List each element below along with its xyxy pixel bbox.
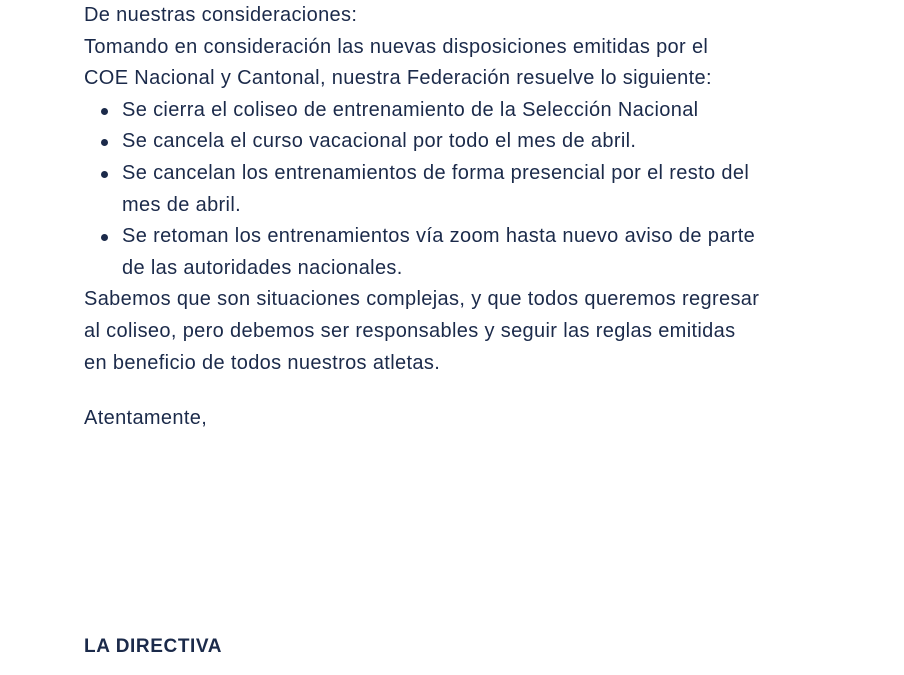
list-item — [84, 95, 874, 127]
bullet-icon — [101, 234, 108, 241]
list-item-line: Se cierra el coliseo de entrenamiento de la Selección Nacional — [122, 98, 699, 121]
closing-paragraph-line-1: Sabemos que son situaciones complejas, y que todos queremos regresar — [84, 288, 760, 311]
bullet-icon — [101, 139, 108, 146]
bullet-icon — [101, 171, 108, 178]
opening-line: De nuestras consideraciones: — [84, 4, 358, 26]
list-item — [84, 126, 874, 158]
list-item-line: Se retoman los entrenamientos vía zoom hasta nuevo aviso de parte — [122, 225, 756, 248]
letter-body — [84, 0, 874, 379]
closing-paragraph-line-2: al coliseo, pero debemos ser responsables y seguir las reglas emitidas — [84, 319, 736, 342]
measures-list — [84, 95, 874, 285]
list-item — [84, 158, 874, 221]
sign-off: Atentamente, — [84, 407, 208, 429]
bullet-icon — [101, 108, 108, 115]
signature: LA DIRECTIVA — [84, 636, 223, 657]
list-item — [84, 221, 874, 284]
closing-paragraph-line-3: en beneficio de todos nuestros atletas. — [84, 351, 441, 374]
list-item-line-continued: mes de abril. — [122, 193, 242, 216]
list-item-line: Se cancela el curso vacacional por todo el mes de abril. — [122, 130, 637, 153]
intro-line-1: Tomando en consideración las nuevas disposiciones emitidas por el — [84, 35, 709, 58]
list-item-line: Se cancelan los entrenamientos de forma presencial por el resto del — [122, 161, 750, 184]
list-item-line-continued: de las autoridades nacionales. — [122, 256, 403, 279]
intro-line-2: COE Nacional y Cantonal, nuestra Federación resuelve lo siguiente: — [84, 67, 712, 90]
